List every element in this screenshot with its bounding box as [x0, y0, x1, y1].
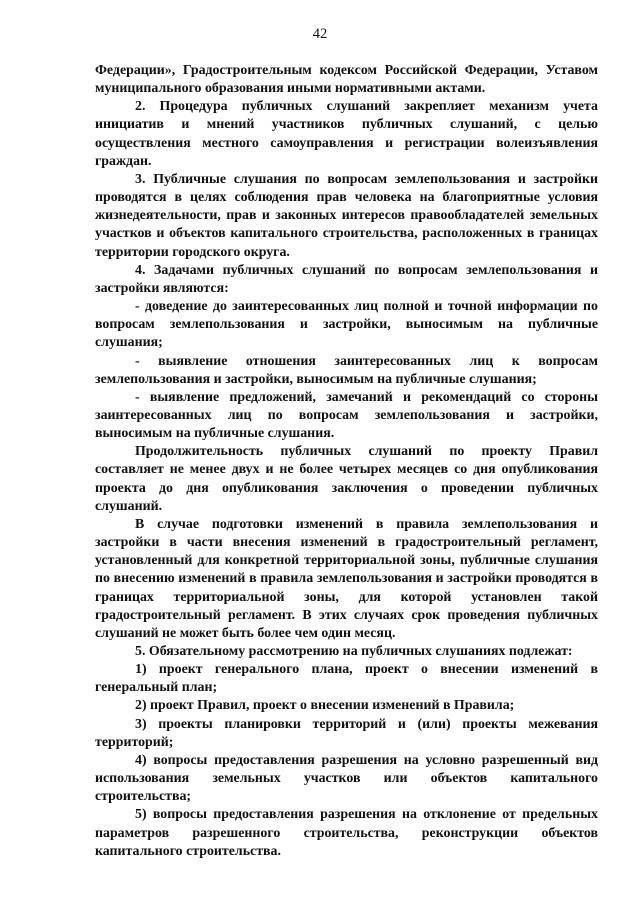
page-number: 42: [312, 26, 328, 42]
paragraph-2: 2. Процедура публичных слушаний закрепляет механизм учета инициатив и мнений участников публичных слушаний, с целью осуществления местного самоуправления и регистрации волеизъявления граждан.: [95, 99, 598, 169]
paragraph-3: 3. Публичные слушания по вопросам землепользования и застройки проводятся в целях соблюдения прав человека на благоприятные условия жизнедеятельности, прав и законных интересов правообладателей земельных участков и объектов капитального строительства, расположенных в границах территории городского округа.: [95, 171, 598, 260]
paragraph-4: 4. Задачами публичных слушаний по вопросам землепользования и застройки являются:: [95, 262, 598, 296]
numbered-item-4: 4) вопросы предоставления разрешения на условно разрешенный вид использования земельных участков или объектов капитального строительства;: [95, 752, 598, 805]
paragraph-duration: Продолжительность публичных слушаний по проекту Правил составляет не менее двух и не более четырех месяцев со дня опубликования проекта до дня опубликования заключения о проведении публичных слушаний.: [95, 444, 598, 514]
paragraph-1: Федерации», Градостроительным кодексом Российской Федерации, Уставом муниципального образования иными нормативными актами.: [95, 63, 598, 97]
numbered-item-1: 1) проект генерального плана, проект о внесении изменений в генеральный план;: [95, 662, 598, 696]
numbered-item-2: 2) проект Правил, проект о внесении изменений в Правила;: [135, 698, 515, 714]
list-item-1: - доведение до заинтересованных лиц полной и точной информации по вопросам землепользования и застройки, выносимым на публичные слушания;: [95, 299, 598, 351]
paragraph-5: 5. Обязательному рассмотрению на публичных слушаниях подлежат:: [135, 644, 573, 659]
list-item-2: - выявление отношения заинтересованных лиц к вопросам землепользования и застройки, выносимым на публичные слушания;: [95, 353, 598, 387]
numbered-item-3: 3) проекты планировки территорий и (или) проекты межевания территорий;: [95, 716, 598, 750]
paragraph-amendments: В случае подготовки изменений в правила землепользования и застройки в части внесения изменений в градостроительный регламент, установленный для конкретной территориальной зоны, публичные слушания по внесению изменений в правила землепользования и застройки проводятся в границах территориальной зоны, для которой установлен такой градостроительный регламент. В этих случаях срок проведения публичных слушаний не может быть более чем один месяц.: [95, 516, 598, 641]
document-body: [95, 62, 598, 861]
numbered-item-5: 5) вопросы предоставления разрешения на отклонение от предельных параметров разрешенного строительства, реконструкции объектов капитального строительства.: [95, 807, 598, 859]
list-item-3: - выявление предложений, замечаний и рекомендаций со стороны заинтересованных лиц по вопросам землепользования и застройки, выносимым на публичные слушания.: [95, 389, 598, 442]
